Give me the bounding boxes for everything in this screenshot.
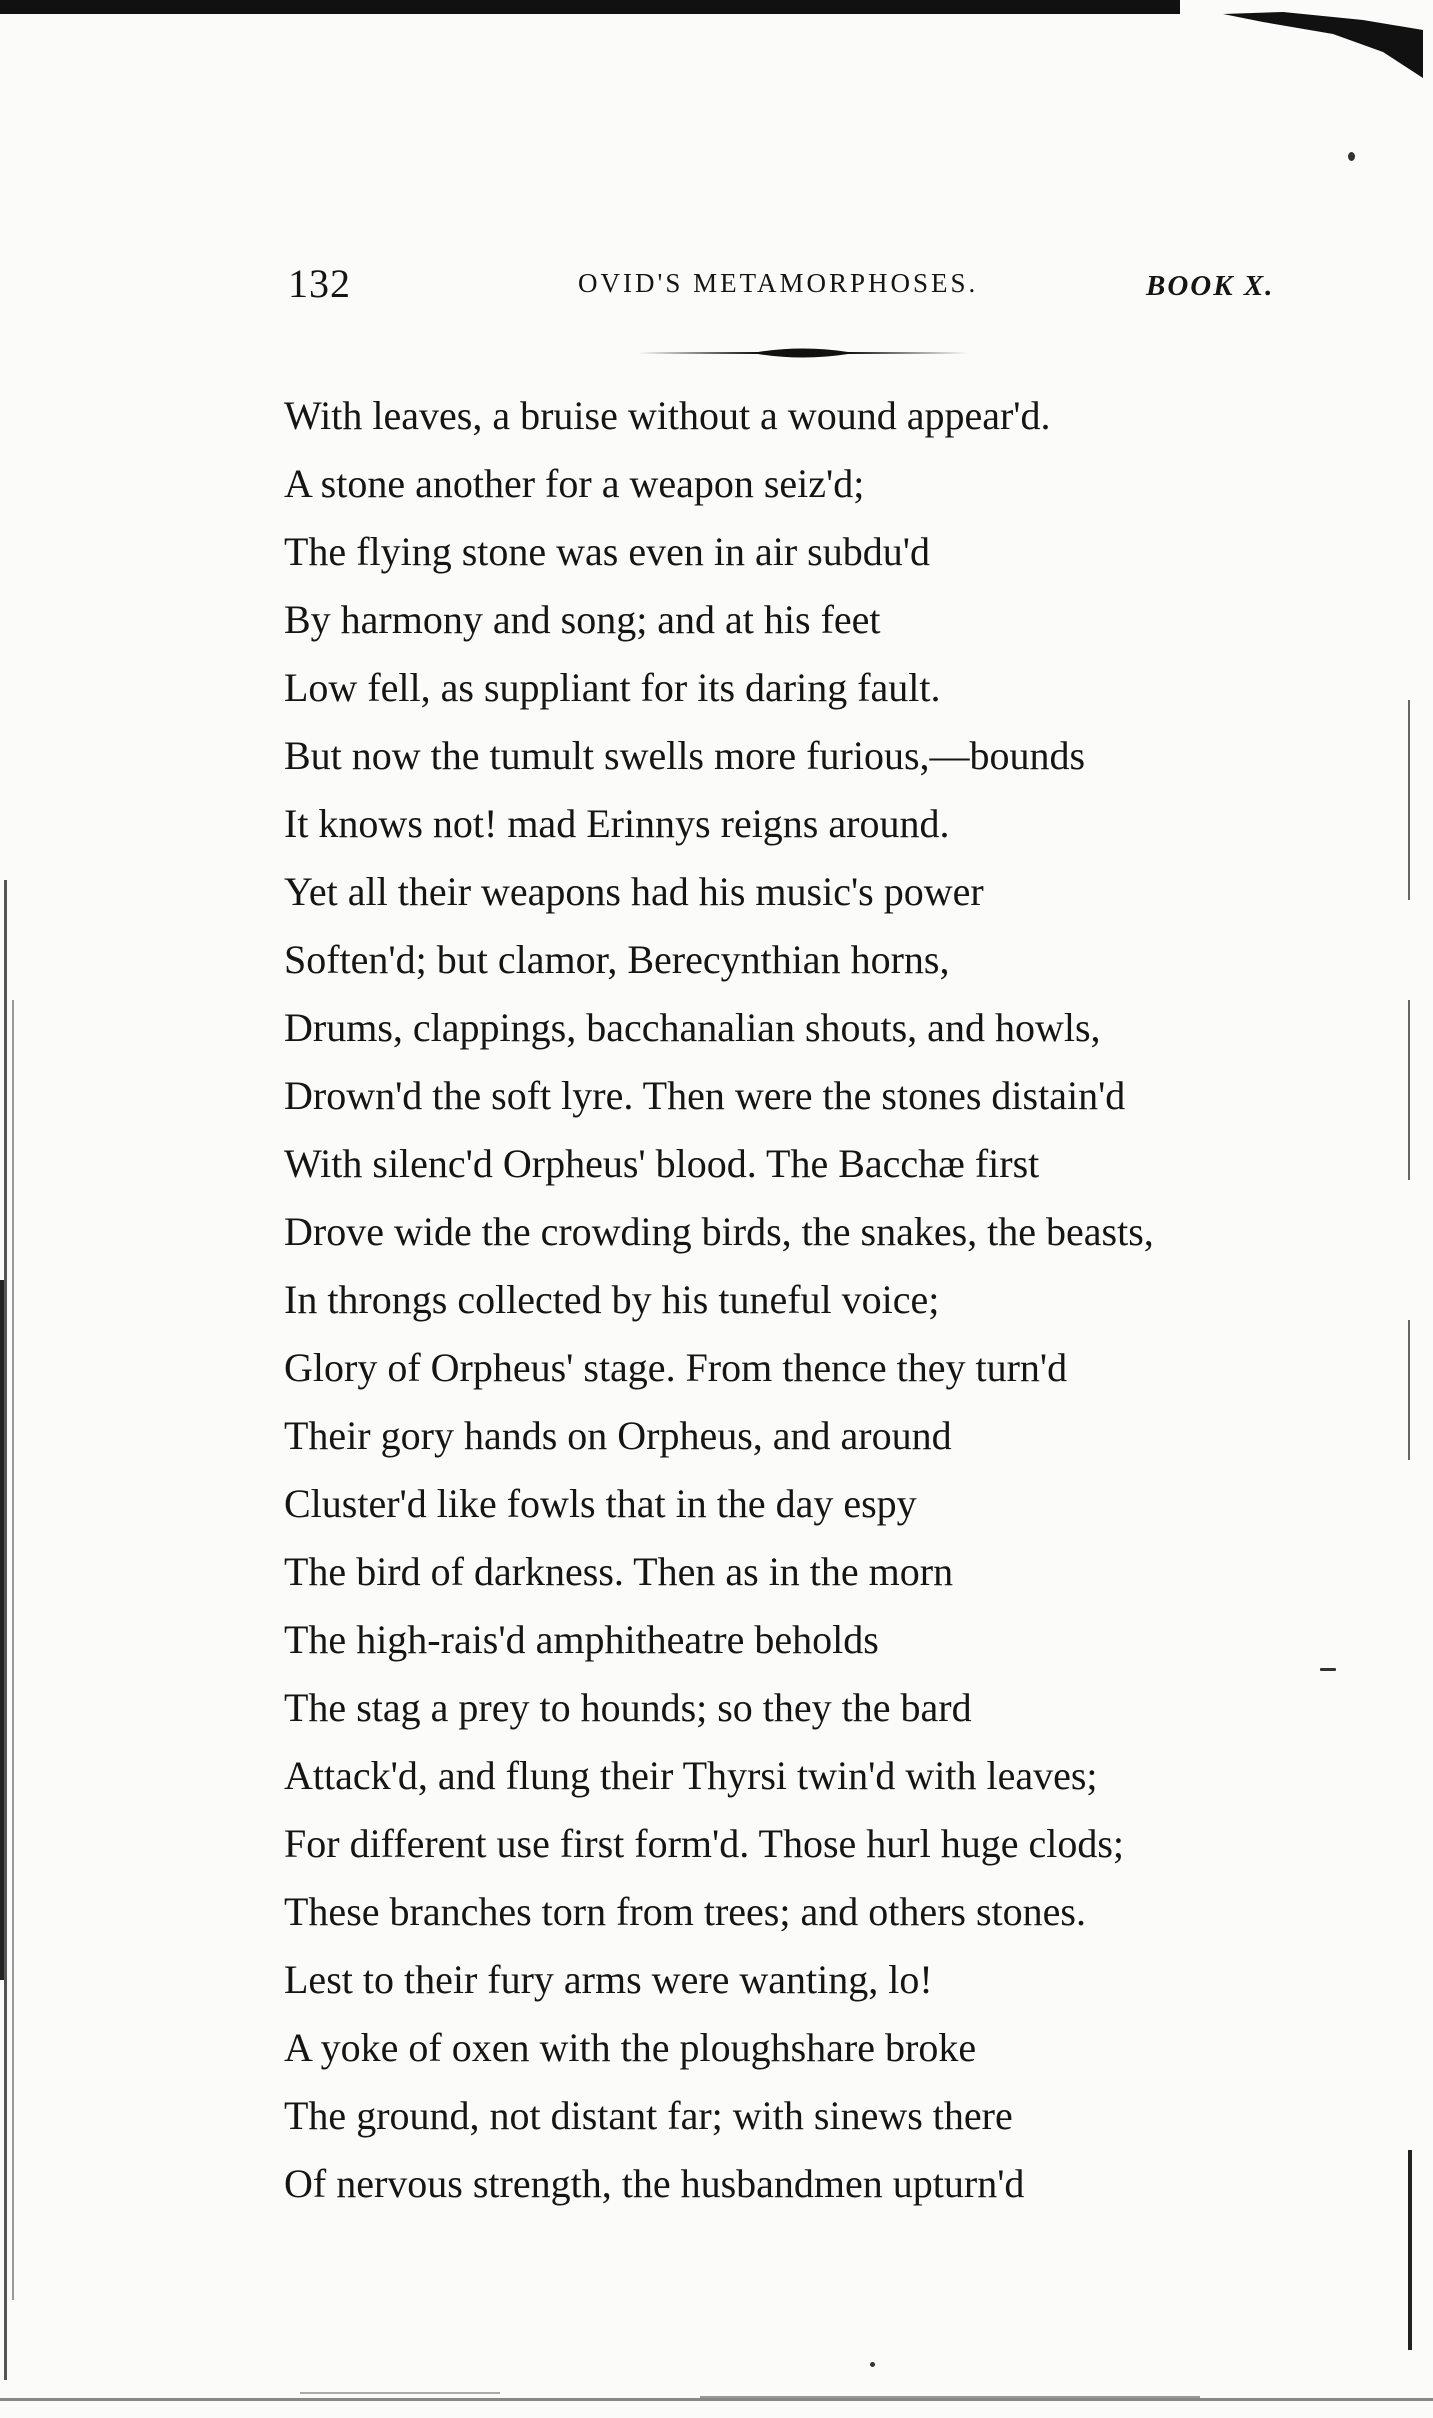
poem-line: Drove wide the crowding birds, the snakes, the beasts, (284, 1209, 1154, 1254)
poem-line: The flying stone was even in air subdu'd (284, 529, 930, 574)
page-corner-shadow (1223, 8, 1423, 78)
poem-line: But now the tumult swells more furious,—bounds (284, 733, 1086, 778)
poem-line: Glory of Orpheus' stage. From thence they turn'd (284, 1345, 1068, 1390)
poem-line: The high-rais'd amphitheatre beholds (284, 1617, 879, 1662)
poem-text (284, 382, 1284, 2218)
poem-line: A yoke of oxen with the ploughshare broke (284, 2025, 977, 2070)
poem-line: The stag a prey to hounds; so they the bard (284, 1685, 972, 1730)
poem-line: In throngs collected by his tuneful voice; (284, 1277, 940, 1322)
poem-line: By harmony and song; and at his feet (284, 597, 881, 642)
poem-line: Yet all their weapons had his music's power (284, 869, 984, 914)
book-label: BOOK X. (1146, 270, 1275, 302)
running-title: OVID'S METAMORPHOSES. (578, 268, 979, 298)
binding-edge (0, 880, 24, 2380)
poem-line: Soften'd; but clamor, Berecynthian horns, (284, 937, 950, 982)
top-edge-rule (0, 0, 1180, 14)
poem-line: The ground, not distant far; with sinews there (284, 2093, 1013, 2138)
poem-line: Of nervous strength, the husbandmen upturn'd (284, 2161, 1025, 2206)
bottom-page-edge (0, 2378, 1433, 2418)
poem-line: The bird of darkness. Then as in the morn (284, 1549, 954, 1594)
running-header (288, 260, 1298, 320)
poem-line: Cluster'd like fowls that in the day espy (284, 1481, 917, 1526)
ink-speck (1348, 152, 1355, 161)
poem-line: It knows not! mad Erinnys reigns around. (284, 801, 950, 846)
poem-line: These branches torn from trees; and others stones. (284, 1889, 1086, 1934)
ink-speck (870, 2362, 875, 2367)
poem-line: For different use first form'd. Those hurl huge clods; (284, 1821, 1125, 1866)
poem-line: Drums, clappings, bacchanalian shouts, and howls, (284, 1005, 1101, 1050)
poem-line: With leaves, a bruise without a wound appear'd. (284, 393, 1051, 438)
poem-line: With silenc'd Orpheus' blood. The Bacchæ first (284, 1141, 1040, 1186)
poem-line: A stone another for a weapon seiz'd; (284, 461, 865, 506)
poem-line: Low fell, as suppliant for its daring fault. (284, 665, 941, 710)
header-ornament-rule (638, 344, 968, 362)
right-page-edge (1408, 700, 1412, 2350)
poem-line: Their gory hands on Orpheus, and around (284, 1413, 952, 1458)
ink-speck (1320, 1668, 1336, 1671)
page-number: 132 (288, 261, 351, 306)
poem-line: Attack'd, and flung their Thyrsi twin'd with leaves; (284, 1753, 1098, 1798)
poem-line: Drown'd the soft lyre. Then were the stones distain'd (284, 1073, 1126, 1118)
poem-line: Lest to their fury arms were wanting, lo! (284, 1957, 933, 2002)
